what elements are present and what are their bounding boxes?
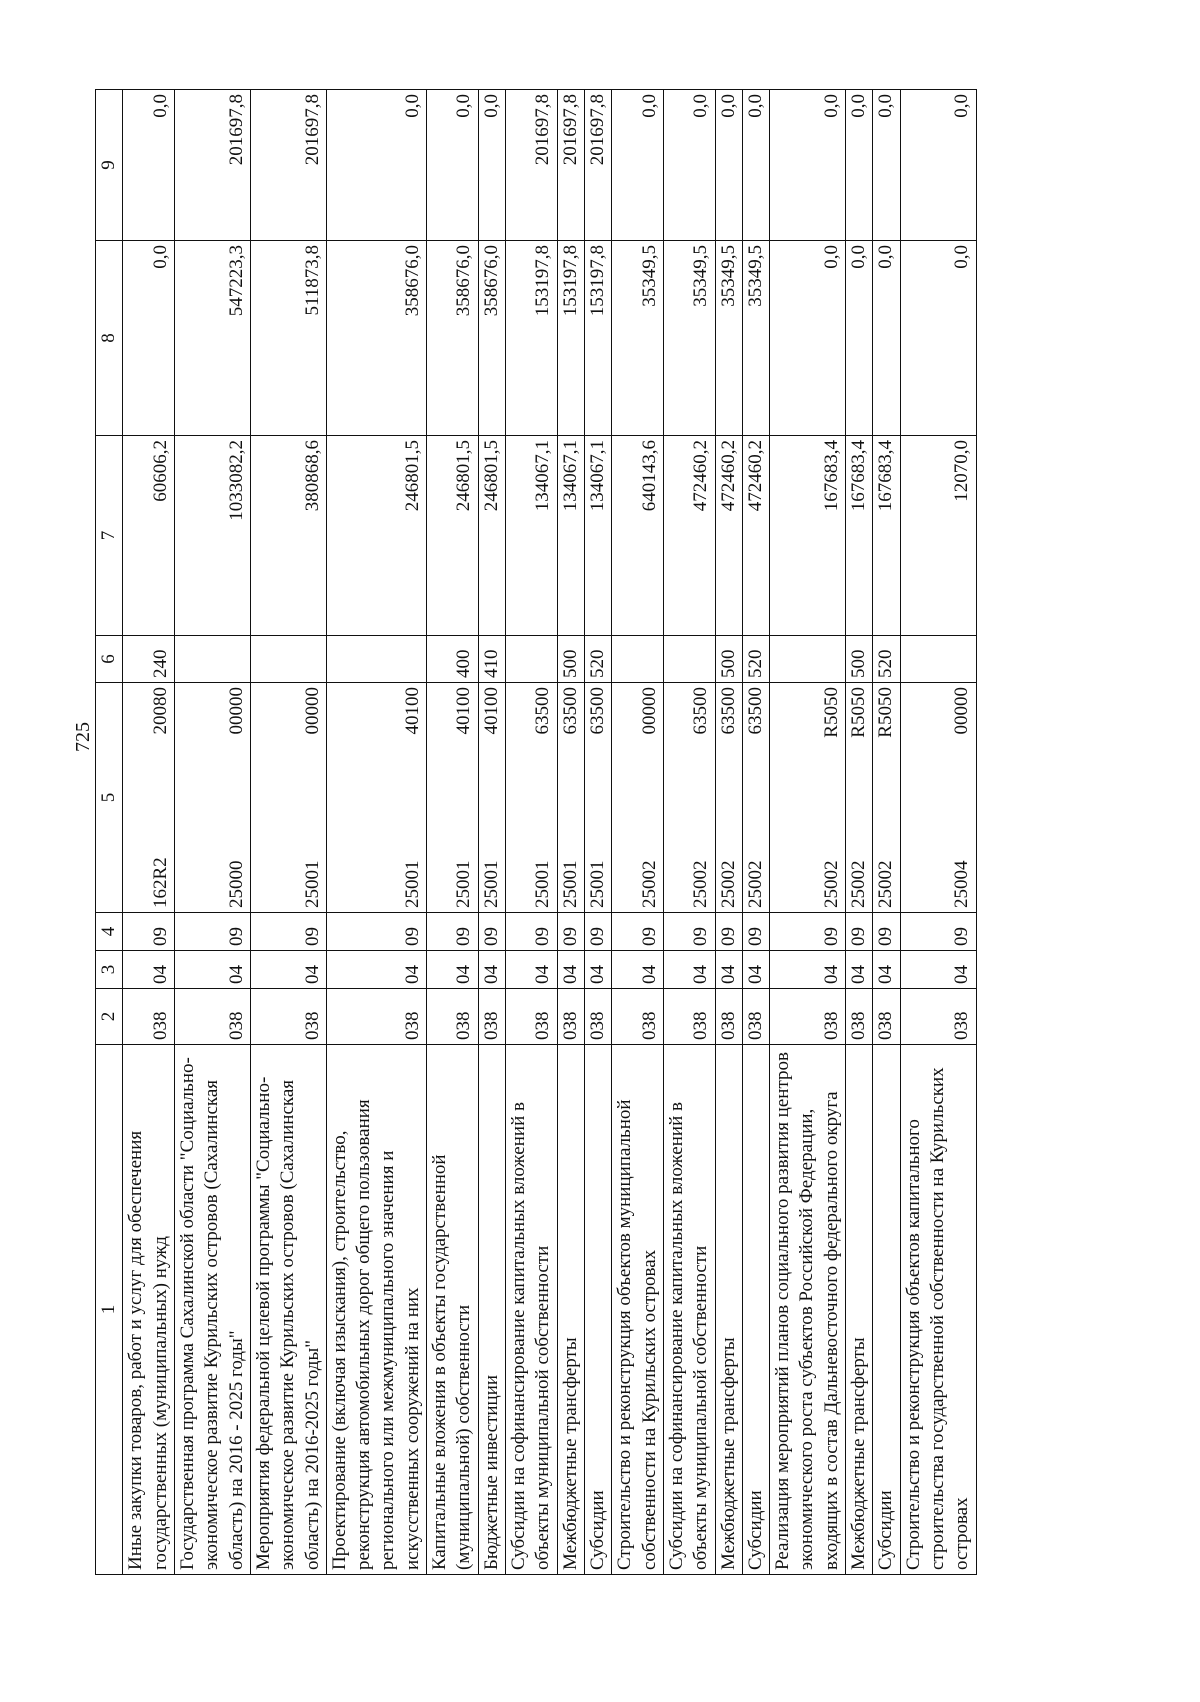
col-header: 1 — [96, 1045, 123, 1575]
target-article-cell — [427, 683, 479, 913]
amount-col8: 511873,8 — [250, 241, 326, 436]
table-row — [250, 90, 326, 1575]
code-col3: 04 — [663, 951, 715, 989]
code-col4: 09 — [612, 913, 664, 951]
expense-type — [663, 636, 715, 683]
table-row — [742, 90, 769, 1575]
code-col2: 038 — [506, 989, 558, 1045]
amount-col8: 35349,5 — [663, 241, 715, 436]
expense-type — [506, 636, 558, 683]
target-article-direction: 63500 — [559, 687, 581, 735]
target-article-program: 25000 — [225, 860, 247, 908]
amount-col8: 153197,8 — [557, 241, 584, 436]
code-col4: 09 — [770, 913, 846, 951]
expense-type: 500 — [715, 636, 742, 683]
table-row — [427, 90, 479, 1575]
amount-col8: 0,0 — [900, 241, 976, 436]
target-article-direction: R5050 — [875, 687, 897, 738]
row-name: Иные закупки товаров, работ и услуг для обеспечения государственных (муниципальных) нужд — [123, 1045, 175, 1575]
amount-col8: 35349,5 — [612, 241, 664, 436]
amount-col9: 201697,8 — [584, 90, 611, 241]
target-article-program: 25002 — [848, 860, 870, 908]
expense-type: 400 — [427, 636, 479, 683]
code-col3: 04 — [250, 951, 326, 989]
code-col3: 04 — [612, 951, 664, 989]
target-article-cell — [123, 683, 175, 913]
code-col4: 09 — [873, 913, 900, 951]
amount-col8: 0,0 — [123, 241, 175, 436]
code-col4: 09 — [123, 913, 175, 951]
col-header: 3 — [96, 951, 123, 989]
amount-col9: 0,0 — [478, 90, 505, 241]
target-article-direction: 63500 — [586, 687, 608, 735]
code-col4: 09 — [506, 913, 558, 951]
row-name: Мероприятия федеральной целевой программы "Социально-экономическое развитие Курильских островов (Сахалинская область) на 2016-2025 годы" — [250, 1045, 326, 1575]
target-article-cell — [846, 683, 873, 913]
code-col2: 038 — [326, 989, 426, 1045]
code-col3: 04 — [174, 951, 250, 989]
amount-col7: 134067,1 — [584, 436, 611, 636]
col-header: 6 — [96, 636, 123, 683]
budget-table — [95, 89, 977, 1575]
amount-col9: 201697,8 — [174, 90, 250, 241]
table-row — [663, 90, 715, 1575]
amount-col8: 35349,5 — [715, 241, 742, 436]
code-col2: 038 — [427, 989, 479, 1045]
code-col3: 04 — [326, 951, 426, 989]
amount-col7: 472460,2 — [742, 436, 769, 636]
code-col2: 038 — [584, 989, 611, 1045]
code-col3: 04 — [123, 951, 175, 989]
expense-type: 520 — [742, 636, 769, 683]
code-col4: 09 — [326, 913, 426, 951]
amount-col9: 0,0 — [427, 90, 479, 241]
expense-type: 410 — [478, 636, 505, 683]
page-number: 725 — [72, 722, 94, 752]
code-col3: 04 — [846, 951, 873, 989]
target-article-cell — [326, 683, 426, 913]
row-name: Государственная программа Сахалинской области "Социально-экономическое развитие Курильских островов (Сахалинская область) на 2016 - 2025 годы" — [174, 1045, 250, 1575]
row-name: Строительство и реконструкция объектов капитального строительства государственной собственности на Курильских островах — [900, 1045, 976, 1575]
amount-col7: 640143,6 — [612, 436, 664, 636]
target-article-program: 25001 — [532, 860, 554, 908]
code-col2: 038 — [123, 989, 175, 1045]
target-article-program: 25002 — [820, 860, 842, 908]
amount-col9: 201697,8 — [557, 90, 584, 241]
col-header: 2 — [96, 989, 123, 1045]
target-article-program: 25001 — [586, 860, 608, 908]
row-name: Межбюджетные трансферты — [557, 1045, 584, 1575]
amount-col7: 380868,6 — [250, 436, 326, 636]
expense-type: 520 — [873, 636, 900, 683]
target-article-direction: 00000 — [301, 687, 323, 735]
target-article-program: 25001 — [480, 860, 502, 908]
target-article-program: 25001 — [559, 860, 581, 908]
amount-col7: 167683,4 — [846, 436, 873, 636]
amount-col7: 134067,1 — [557, 436, 584, 636]
code-col4: 09 — [663, 913, 715, 951]
row-name: Субсидии на софинансирование капитальных вложений в объекты муниципальной собственности — [663, 1045, 715, 1575]
code-col4: 09 — [174, 913, 250, 951]
code-col3: 04 — [873, 951, 900, 989]
target-article-direction: 40100 — [480, 687, 502, 735]
target-article-cell — [506, 683, 558, 913]
expense-type — [174, 636, 250, 683]
target-article-direction: 00000 — [951, 687, 973, 735]
row-name: Строительство и реконструкция объектов муниципальной собственности на Курильских островах — [612, 1045, 664, 1575]
amount-col7: 12070,0 — [900, 436, 976, 636]
amount-col8: 153197,8 — [584, 241, 611, 436]
target-article-program: 25001 — [401, 860, 423, 908]
code-col2: 038 — [250, 989, 326, 1045]
amount-col7: 1033082,2 — [174, 436, 250, 636]
amount-col7: 134067,1 — [506, 436, 558, 636]
expense-type — [770, 636, 846, 683]
table-row — [326, 90, 426, 1575]
amount-col8: 358676,0 — [478, 241, 505, 436]
target-article-cell — [250, 683, 326, 913]
target-article-cell — [873, 683, 900, 913]
amount-col7: 167683,4 — [770, 436, 846, 636]
target-article-program: 25002 — [638, 860, 660, 908]
table-row — [873, 90, 900, 1575]
row-name: Межбюджетные трансферты — [846, 1045, 873, 1575]
expense-type: 520 — [584, 636, 611, 683]
target-article-cell — [663, 683, 715, 913]
expense-type: 500 — [846, 636, 873, 683]
target-article-cell — [478, 683, 505, 913]
amount-col7: 246801,5 — [326, 436, 426, 636]
code-col3: 04 — [742, 951, 769, 989]
code-col3: 04 — [478, 951, 505, 989]
code-col4: 09 — [742, 913, 769, 951]
row-name: Проектирование (включая изыскания), строительство, реконструкция автомобильных дорог общего пользования регионального или межмуниципального значения и искусственных сооружений на них — [326, 1045, 426, 1575]
target-article-program: 25002 — [690, 860, 712, 908]
table-row — [557, 90, 584, 1575]
amount-col8: 0,0 — [846, 241, 873, 436]
target-article-program: 162R2 — [149, 857, 171, 908]
col-header: 9 — [96, 90, 123, 241]
code-col3: 04 — [557, 951, 584, 989]
expense-type — [326, 636, 426, 683]
code-col4: 09 — [900, 913, 976, 951]
row-name: Субсидии — [742, 1045, 769, 1575]
target-article-program: 25002 — [875, 860, 897, 908]
code-col4: 09 — [478, 913, 505, 951]
target-article-cell — [742, 683, 769, 913]
amount-col9: 0,0 — [663, 90, 715, 241]
target-article-direction: 63500 — [744, 687, 766, 735]
amount-col7: 60606,2 — [123, 436, 175, 636]
row-name: Субсидии — [584, 1045, 611, 1575]
code-col2: 038 — [174, 989, 250, 1045]
amount-col7: 167683,4 — [873, 436, 900, 636]
amount-col9: 0,0 — [612, 90, 664, 241]
amount-col8: 35349,5 — [742, 241, 769, 436]
target-article-direction: 00000 — [638, 687, 660, 735]
target-article-program: 25002 — [717, 860, 739, 908]
table-row — [174, 90, 250, 1575]
code-col2: 038 — [478, 989, 505, 1045]
row-name: Субсидии на софинансирование капитальных вложений в объекты муниципальной собственности — [506, 1045, 558, 1575]
target-article-direction: 63500 — [532, 687, 554, 735]
col-header: 5 — [96, 683, 123, 913]
target-article-direction: 40100 — [453, 687, 475, 735]
target-article-direction: 00000 — [225, 687, 247, 735]
target-article-cell — [584, 683, 611, 913]
table-row — [715, 90, 742, 1575]
table-row — [584, 90, 611, 1575]
code-col4: 09 — [557, 913, 584, 951]
amount-col9: 0,0 — [715, 90, 742, 241]
table-row — [846, 90, 873, 1575]
row-name: Реализация мероприятий планов социального развития центров экономического роста субъектов Российской Федерации, входящих в состав Дальневосточного федерального округа — [770, 1045, 846, 1575]
table-row — [506, 90, 558, 1575]
row-name: Субсидии — [873, 1045, 900, 1575]
code-col2: 038 — [612, 989, 664, 1045]
code-col2: 038 — [900, 989, 976, 1045]
expense-type — [612, 636, 664, 683]
amount-col8: 358676,0 — [326, 241, 426, 436]
amount-col7: 472460,2 — [663, 436, 715, 636]
code-col3: 04 — [506, 951, 558, 989]
target-article-direction: 63500 — [717, 687, 739, 735]
code-col4: 09 — [715, 913, 742, 951]
target-article-cell — [770, 683, 846, 913]
target-article-program: 25001 — [453, 860, 475, 908]
amount-col7: 472460,2 — [715, 436, 742, 636]
header-row — [96, 90, 123, 1575]
table-row — [478, 90, 505, 1575]
amount-col9: 0,0 — [900, 90, 976, 241]
target-article-program: 25001 — [301, 860, 323, 908]
target-article-cell — [612, 683, 664, 913]
amount-col8: 0,0 — [770, 241, 846, 436]
target-article-program: 25002 — [744, 860, 766, 908]
table-row — [900, 90, 976, 1575]
code-col2: 038 — [873, 989, 900, 1045]
code-col3: 04 — [427, 951, 479, 989]
amount-col9: 0,0 — [873, 90, 900, 241]
expense-type: 500 — [557, 636, 584, 683]
amount-col8: 358676,0 — [427, 241, 479, 436]
col-header: 4 — [96, 913, 123, 951]
amount-col7: 246801,5 — [427, 436, 479, 636]
amount-col9: 0,0 — [326, 90, 426, 241]
target-article-direction: R5050 — [820, 687, 842, 738]
code-col2: 038 — [846, 989, 873, 1045]
target-article-direction: R5050 — [848, 687, 870, 738]
expense-type: 240 — [123, 636, 175, 683]
col-header: 7 — [96, 436, 123, 636]
target-article-program: 25004 — [951, 860, 973, 908]
amount-col8: 153197,8 — [506, 241, 558, 436]
expense-type — [900, 636, 976, 683]
target-article-direction: 20080 — [149, 687, 171, 735]
code-col2: 038 — [742, 989, 769, 1045]
table-row — [123, 90, 175, 1575]
target-article-direction: 40100 — [401, 687, 423, 735]
amount-col9: 201697,8 — [506, 90, 558, 241]
table-row — [612, 90, 664, 1575]
row-name: Капитальные вложения в объекты государственной (муниципальной) собственности — [427, 1045, 479, 1575]
code-col4: 09 — [846, 913, 873, 951]
target-article-cell — [174, 683, 250, 913]
code-col2: 038 — [715, 989, 742, 1045]
row-name: Межбюджетные трансферты — [715, 1045, 742, 1575]
amount-col9: 0,0 — [770, 90, 846, 241]
code-col2: 038 — [663, 989, 715, 1045]
code-col3: 04 — [715, 951, 742, 989]
target-article-cell — [715, 683, 742, 913]
table-row — [770, 90, 846, 1575]
amount-col8: 0,0 — [873, 241, 900, 436]
code-col3: 04 — [584, 951, 611, 989]
code-col4: 09 — [250, 913, 326, 951]
code-col4: 09 — [427, 913, 479, 951]
col-header: 8 — [96, 241, 123, 436]
amount-col9: 0,0 — [846, 90, 873, 241]
amount-col7: 246801,5 — [478, 436, 505, 636]
amount-col9: 0,0 — [123, 90, 175, 241]
row-name: Бюджетные инвестиции — [478, 1045, 505, 1575]
amount-col8: 547223,3 — [174, 241, 250, 436]
amount-col9: 201697,8 — [250, 90, 326, 241]
amount-col9: 0,0 — [742, 90, 769, 241]
code-col4: 09 — [584, 913, 611, 951]
expense-type — [250, 636, 326, 683]
code-col2: 038 — [557, 989, 584, 1045]
code-col2: 038 — [770, 989, 846, 1045]
code-col3: 04 — [900, 951, 976, 989]
target-article-cell — [557, 683, 584, 913]
target-article-cell — [900, 683, 976, 913]
target-article-direction: 63500 — [690, 687, 712, 735]
code-col3: 04 — [770, 951, 846, 989]
